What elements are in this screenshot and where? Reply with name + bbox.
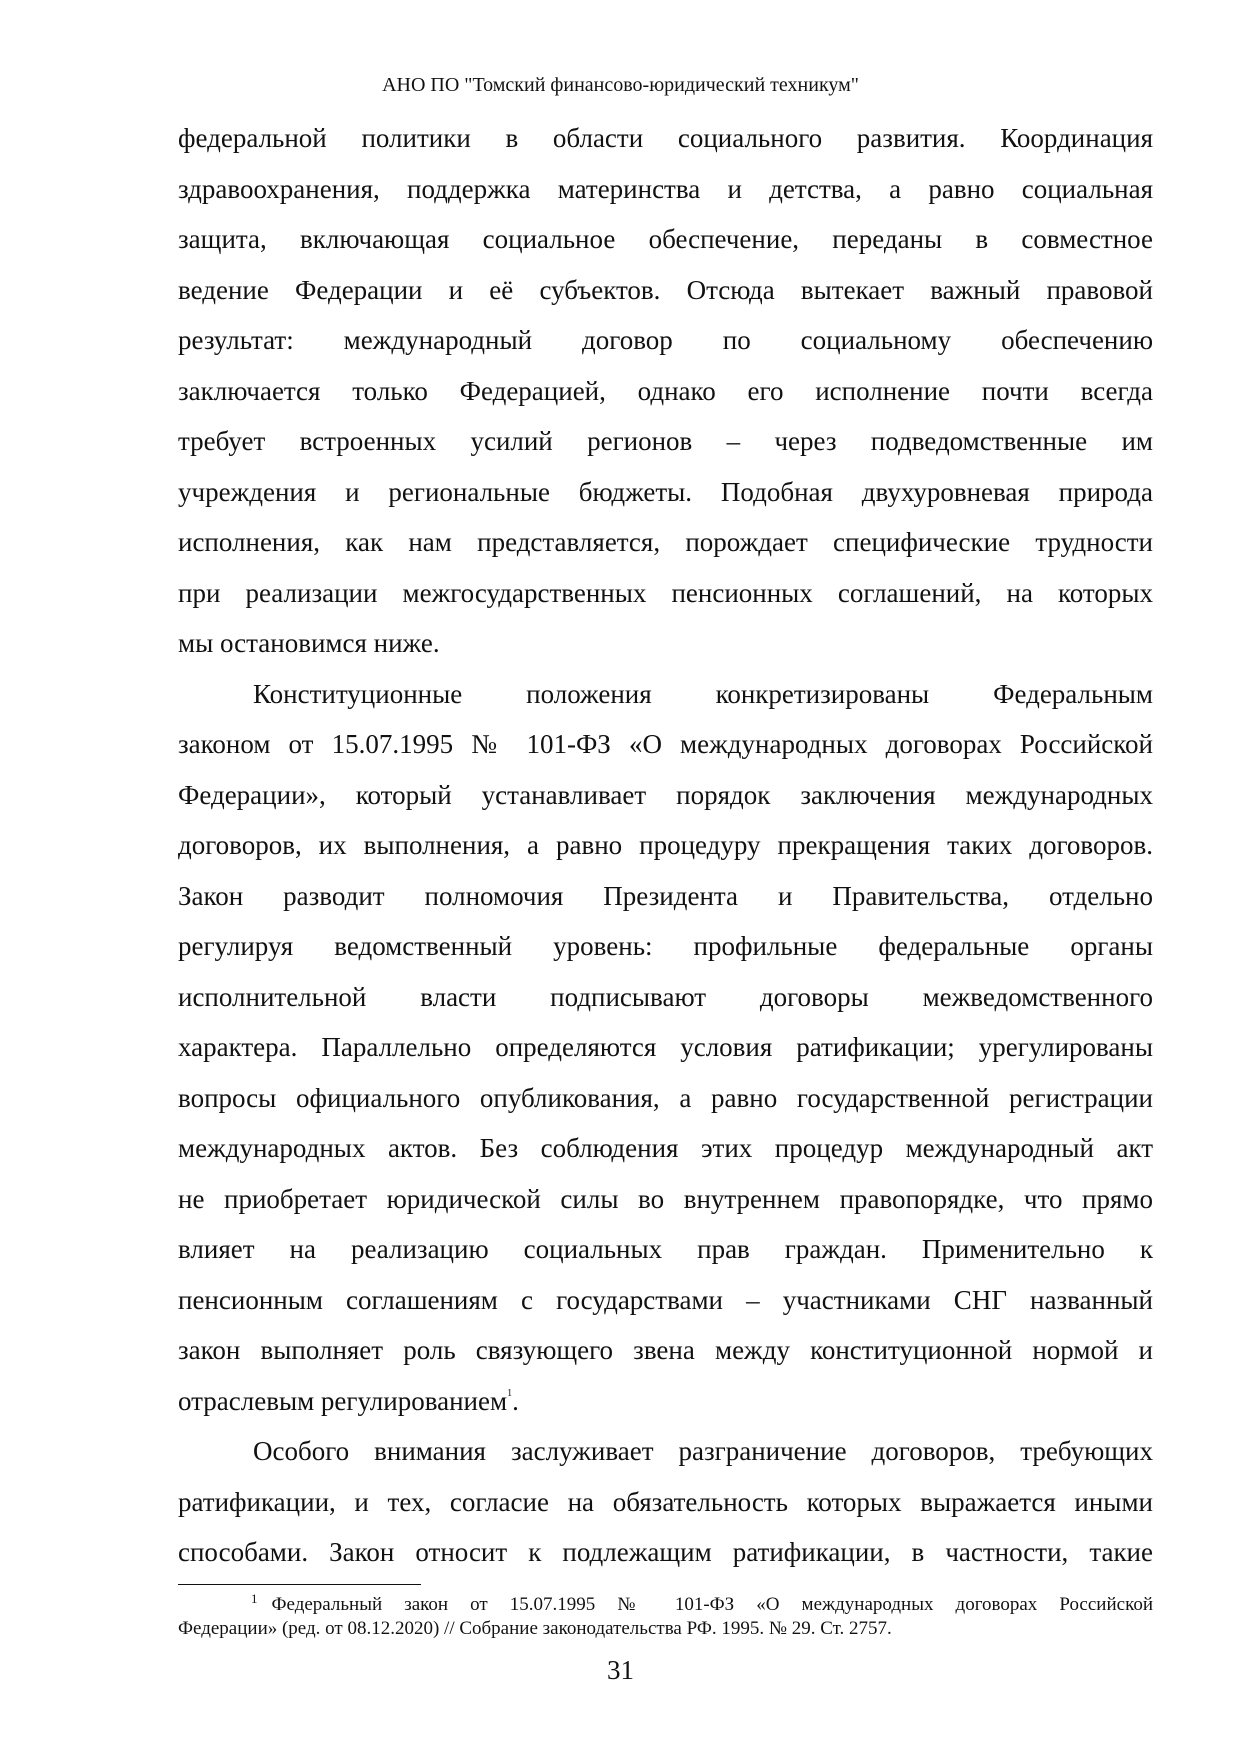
text-line: пенсионным соглашениям с государствами – участниками СНГ названный bbox=[178, 1284, 1153, 1315]
footnote-reference[interactable]: 1 bbox=[507, 1387, 513, 1399]
text-line: законом от 15.07.1995 № 101-ФЗ «О международных договорах Российской bbox=[178, 729, 1153, 759]
text-line: Конституционные положения конкретизированы Федеральным bbox=[253, 678, 1153, 709]
text-line: влияет на реализацию социальных прав граждан. Применительно к bbox=[178, 1234, 1153, 1264]
text-line: международных актов. Без соблюдения этих процедур международный акт bbox=[178, 1133, 1153, 1163]
paragraph bbox=[178, 113, 1153, 669]
body-text bbox=[178, 113, 1153, 1578]
paragraph bbox=[178, 669, 1153, 1427]
footnote bbox=[178, 1593, 1153, 1641]
text-line: требует встроенных усилий регионов – через подведомственные им bbox=[178, 426, 1153, 456]
text-line bbox=[178, 1376, 1153, 1427]
text-line: договоров, их выполнения, а равно процедуру прекращения таких договоров. bbox=[178, 830, 1153, 860]
text-line: исполнения, как нам представляется, порождает специфические трудности bbox=[178, 527, 1153, 557]
text-line: Закон разводит полномочия Президента и Правительства, отдельно bbox=[178, 880, 1153, 911]
text-line-content: отраслевым регулированием bbox=[178, 1385, 508, 1416]
text-line: исполнительной власти подписывают договоры межведомственного bbox=[178, 981, 1153, 1012]
footnote-line: Федерации» (ред. от 08.12.2020) // Собрание законодательства РФ. 1995. № 29. Ст. 2757. bbox=[178, 1618, 892, 1639]
footnote-line bbox=[178, 1593, 1153, 1617]
footnote-mark: 1 bbox=[251, 1591, 258, 1606]
text-line: Федерации», который устанавливает порядок заключения международных bbox=[178, 779, 1153, 810]
text-line: заключается только Федерацией, однако его исполнение почти всегда bbox=[178, 375, 1153, 406]
text-line: закон выполняет роль связующего звена между конституционной нормой и bbox=[178, 1335, 1153, 1365]
text-line: учреждения и региональные бюджеты. Подобная двухуровневая природа bbox=[178, 476, 1153, 507]
footnote-separator bbox=[178, 1584, 421, 1585]
text-line: Особого внимания заслуживает разграничение договоров, требующих bbox=[253, 1436, 1153, 1466]
page-header: АНО ПО "Томский финансово-юридический техникум" bbox=[382, 74, 859, 96]
text-line: результат: международный договор по социальному обеспечению bbox=[178, 325, 1153, 355]
paragraph bbox=[178, 1426, 1153, 1578]
text-line: характера. Параллельно определяются условия ратификации; урегулированы bbox=[178, 1032, 1153, 1062]
text-line: не приобретает юридической силы во внутреннем правопорядке, что прямо bbox=[178, 1183, 1153, 1214]
text-line: регулируя ведомственный уровень: профильные федеральные органы bbox=[178, 931, 1153, 961]
text-line: ратификации, и тех, согласие на обязательность которых выражается иными bbox=[178, 1486, 1153, 1517]
text-line: при реализации межгосударственных пенсионных соглашений, на которых bbox=[178, 577, 1153, 608]
text-line: вопросы официального опубликования, а равно государственной регистрации bbox=[178, 1082, 1153, 1113]
text-line: мы остановимся ниже. bbox=[178, 628, 440, 658]
page-number: 31 bbox=[607, 1655, 634, 1685]
text-line: федеральной политики в области социального развития. Координация bbox=[178, 123, 1153, 153]
text-line: способами. Закон относит к подлежащим ратификации, в частности, такие bbox=[178, 1537, 1153, 1567]
text-line: ведение Федерации и её субъектов. Отсюда вытекает важный правовой bbox=[178, 274, 1153, 305]
line-tail: . bbox=[512, 1385, 519, 1416]
text-line: защита, включающая социальное обеспечение, переданы в совместное bbox=[178, 224, 1153, 254]
text-line: здравоохранения, поддержка материнства и детства, а равно социальная bbox=[178, 173, 1153, 204]
footnote-text: Федеральный закон от 15.07.1995 № 101-ФЗ «О международных договорах Российской bbox=[271, 1594, 1153, 1615]
